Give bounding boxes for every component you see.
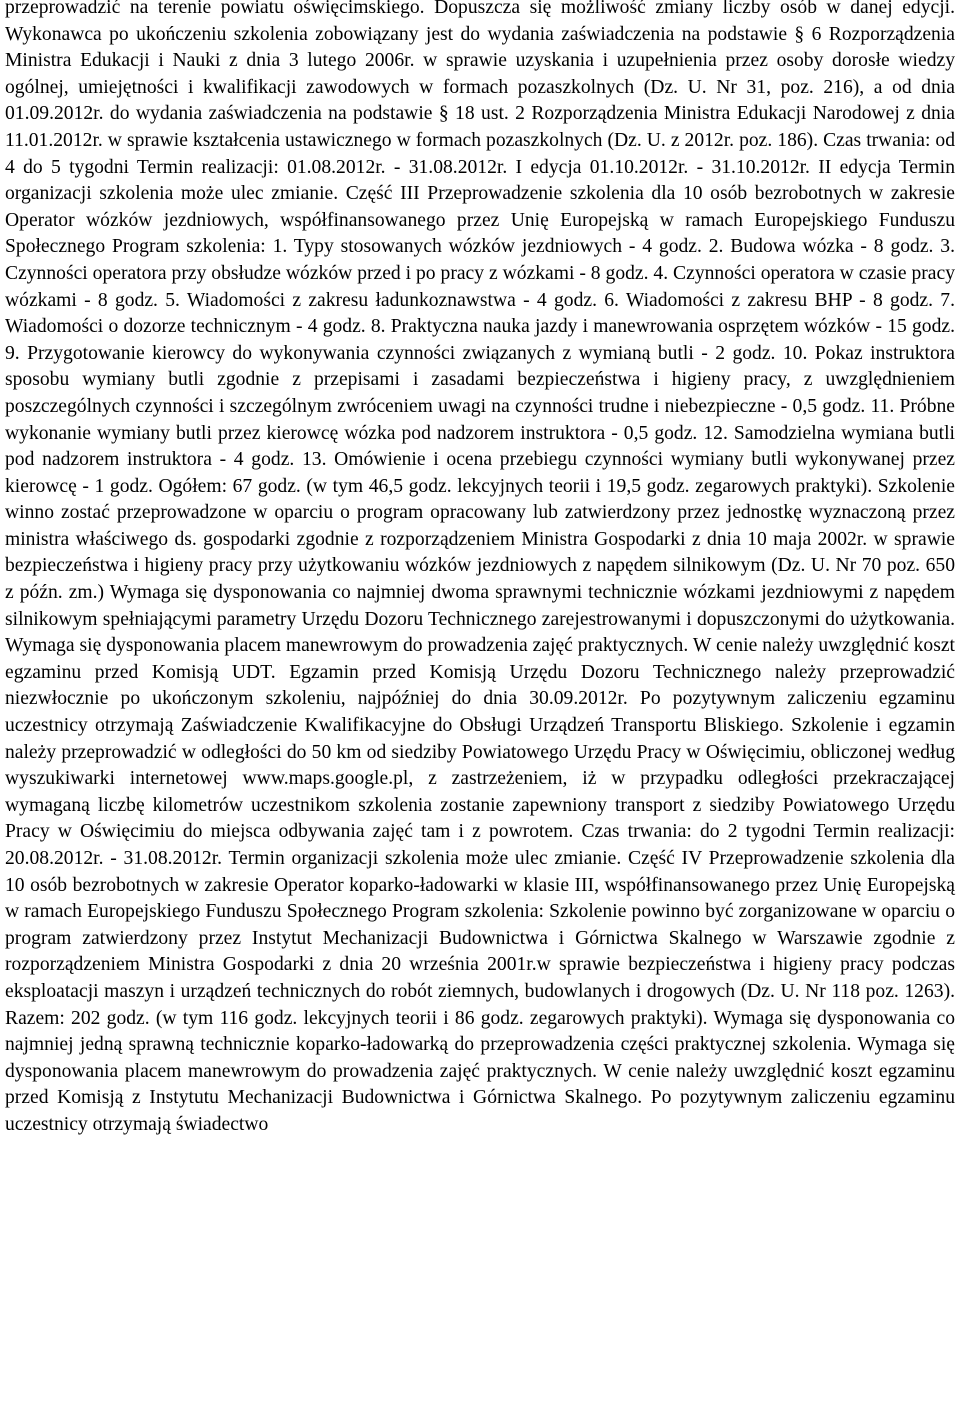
body-text: przeprowadzić na terenie powiatu oświęcimskiego. Dopuszcza się możliwość zmiany liczby osób w danej edycji. Wykonawca po ukończeniu szkolenia zobowiązany jest do wydania zaświadczenia na podstawie § 6 Rozporządzenia Ministra Edukacji i Nauki z dnia 3 lutego 2006r. w sprawie uzyskania i uzupełnienia przez osoby dorosłe wiedzy ogólnej, umiejętności i kwalifikacji zawodowych w formach pozaszkolnych (Dz. U. Nr 31, poz. 216), a od dnia 01.09.2012r. do wydania zaświadczenia na podstawie § 18 ust. 2 Rozporządzenia Ministra Edukacji Narodowej z dnia 11.01.2012r. w sprawie kształcenia ustawicznego w formach pozaszkolnych (Dz. U. z 2012r. poz. 186). Czas trwania: od 4 do 5 tygodni Termin realizacji: 01.08.2012r. - 31.08.2012r. I edycja 01.10.2012r. - 31.10.2012r. II edycja Termin organizacji szkolenia może ulec zmianie. Część III Przeprowadzenie szkolenia dla 10 osób bezrobotnych w zakresie Operator wózków jezdniowych, współfinansowanego przez Unię Europejską w ramach Europejskiego Funduszu Społecznego Program szkolenia: 1. Typy stosowanych wózków jezdniowych - 4 godz. 2. Budowa wózka - 8 godz. 3. Czynności operatora przy obsłudze wózków przed i po pracy z wózkami - 8 godz. 4. Czynności operatora w czasie pracy wózkami - 8 godz. 5. Wiadomości z zakresu ładunkoznawstwa - 4 godz. 6. Wiadomości z zakresu BHP - 8 godz. 7. Wiadomości o dozorze technicznym - 4 godz. 8. Praktyczna nauka jazdy i manewrowania osprzętem wózków - 15 godz. 9. Przygotowanie kierowcy do wykonywania czynności związanych z wymianą butli - 2 godz. 10. Pokaz instruktora sposobu wymiany butli zgodnie z przepisami i zasadami bezpieczeństwa i higieny pracy, z uwzględnieniem poszczególnych czynności i szczególnym zwróceniem uwagi na czynności trudne i niebezpieczne - 0,5 godz. 11. Próbne wykonanie wymiany butli przez kierowcę wózka pod nadzorem instruktora - 0,5 godz. 12. Samodzielna wymiana butli pod nadzorem instruktora - 4 godz. 13. Omówienie i ocena przebiegu czynności wymiany butli wykonywanej przez kierowcę - 1 godz. Ogółem: 67 godz. (w tym 46,5 godz. lekcyjnych teorii i 19,5 godz. zegarowych praktyki). Szkolenie winno zostać przeprowadzone w oparciu o program opracowany lub zatwierdzony przez jednostkę wyznaczoną przez ministra właściwego ds. gospodarki zgodnie z rozporządzeniem Ministra Gospodarki z dnia 10 maja 2002r. w sprawie bezpieczeństwa i higieny pracy przy użytkowaniu wózków jezdniowych z napędem silnikowym (Dz. U. Nr 70 poz. 650 z późn. zm.) Wymaga się dysponowania co najmniej dwoma sprawnymi technicznie wózkami jezdniowymi z napędem silnikowym spełniającymi parametry Urzędu Dozoru Technicznego zarejestrowanymi i dopuszczonymi do użytkowania. Wymaga się dysponowania placem manewrowym do prowadzenia zajęć praktycznych. W cenie należy uwzględnić koszt egzaminu przed Komisją UDT. Egzamin przed Komisją Urzędu Dozoru Technicznego należy przeprowadzić niezwłocznie po ukończonym szkoleniu, najpóźniej do dnia 30.09.2012r. Po pozytywnym zaliczeniu egzaminu uczestnicy otrzymają Zaświadczenie Kwalifikacyjne do Obsługi Urządzeń Transportu Bliskiego. Szkolenie i egzamin należy przeprowadzić w odległości do 50 km od siedziby Powiatowego Urzędu Pracy w Oświęcimiu, obliczonej według wyszukiwarki internetowej www.maps.google.pl, z zastrzeżeniem, iż w przypadku odległości przekraczającej wymaganą liczbę kilometrów uczestnikom szkolenia zostanie zapewniony transport z siedziby Powiatowego Urzędu Pracy w Oświęcimiu do miejsca odbywania zajęć tam i z powrotem. Czas trwania: do 2 tygodni Termin realizacji: 20.08.2012r. - 31.08.2012r. Termin organizacji szkolenia może ulec zmianie. Część IV Przeprowadzenie szkolenia dla 10 osób bezrobotnych w zakresie Operator koparko-ładowarki w klasie III, współfinansowanego przez Unię Europejską w ramach Europejskiego Funduszu Społecznego Program szkolenia: Szkolenie powinno być zorganizowane w oparciu o program zatwierdzony przez Instytut Mechanizacji Budownictwa i Górnictwa Skalnego w Warszawie zgodnie z rozporządzeniem Ministra Gospodarki z dnia 20 września 2001r.w sprawie bezpieczeństwa i higieny pracy podczas eksploatacji maszyn i urządzeń technicznych do robót ziemnych, budowlanych i drogowych (Dz. U. Nr 118 poz. 1263). Razem: 202 godz. (w tym 116 godz. lekcyjnych teorii i 86 godz. zegarowych praktyki). Wymaga się dysponowania co najmniej jedną sprawną technicznie koparko-ładowarką do przeprowadzenia części praktycznej szkolenia. Wymaga się dysponowania placem manewrowym do prowadzenia zajęć praktycznych. W cenie należy uwzględnić koszt egzaminu przed Komisją z Instytutu Mechanizacji Budownictwa i Górnictwa Skalnego. Po pozytywnym zaliczeniu egzaminu uczestnicy otrzymają świadectwo	[5, 0, 955, 1135]
